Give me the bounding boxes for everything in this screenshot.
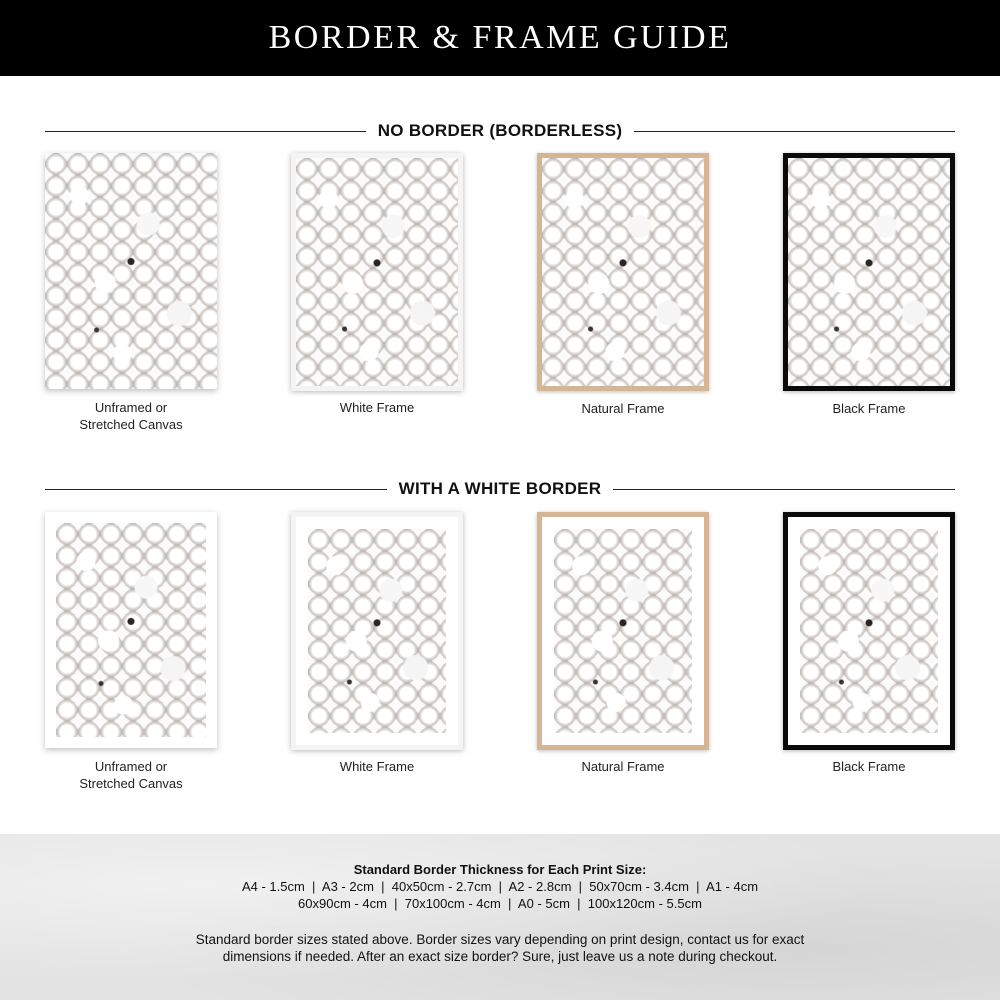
- section-label: WITH A WHITE BORDER: [398, 479, 602, 498]
- divider-line: [634, 131, 955, 132]
- caption-line: Unframed or: [94, 759, 168, 774]
- hydrangea-artwork: [542, 158, 704, 386]
- variant-caption: [291, 399, 463, 416]
- black-frame: [783, 153, 955, 391]
- divider-line: [45, 131, 366, 132]
- page-title: BORDER & FRAME GUIDE: [268, 19, 732, 56]
- caption-line: Unframed or: [94, 400, 168, 415]
- hydrangea-artwork: [308, 529, 446, 733]
- caption-line: Natural Frame: [581, 759, 665, 774]
- section-title-white-border: [45, 479, 955, 499]
- canvas-print: [45, 153, 217, 389]
- caption-line: White Frame: [339, 759, 415, 774]
- caption-line: Black Frame: [832, 759, 906, 774]
- variant-caption: [291, 758, 463, 775]
- variant-caption: [783, 400, 955, 417]
- caption-line: Natural Frame: [581, 401, 665, 416]
- hydrangea-artwork: [56, 523, 206, 737]
- sizes-line: 60x90cm - 4cm | 70x100cm - 4cm | A0 - 5cm | 100x120cm - 5.5cm: [298, 896, 702, 911]
- variant-caption: [537, 400, 709, 417]
- sizes-line: A4 - 1.5cm | A3 - 2cm | 40x50cm - 2.7cm | A2 - 2.8cm | 50x70cm - 3.4cm | A1 - 4cm: [241, 879, 759, 894]
- variant-caption: [45, 399, 217, 433]
- black-frame: [783, 512, 955, 750]
- hydrangea-artwork: [554, 529, 692, 733]
- hydrangea-artwork: [800, 529, 938, 733]
- sizes-title: Standard Border Thickness for Each Print Size:: [353, 862, 647, 877]
- white-frame: [291, 512, 463, 750]
- divider-line: [45, 489, 387, 490]
- variant-caption: [783, 758, 955, 775]
- sizes-note: Standard border sizes stated above. Border sizes vary depending on print design, contact us for exact: [195, 932, 805, 947]
- hydrangea-artwork: [296, 158, 458, 386]
- white-frame: [291, 153, 463, 391]
- caption-line: Stretched Canvas: [79, 776, 183, 791]
- caption-line: White Frame: [339, 400, 415, 415]
- border-size-info-panel: [0, 834, 1000, 1000]
- sizes-note: dimensions if needed. After an exact size border? Sure, just leave us a note during checkout.: [222, 949, 778, 964]
- canvas-print: [45, 512, 217, 748]
- section-title-borderless: [45, 121, 955, 141]
- caption-line: Black Frame: [832, 401, 906, 416]
- caption-line: Stretched Canvas: [79, 417, 183, 432]
- section-label: NO BORDER (BORDERLESS): [377, 121, 623, 140]
- hydrangea-artwork: [45, 153, 217, 389]
- variant-caption: [45, 758, 217, 792]
- header-bar: [0, 0, 1000, 76]
- natural-frame: [537, 153, 709, 391]
- hydrangea-artwork: [788, 158, 950, 386]
- variant-caption: [537, 758, 709, 775]
- natural-frame: [537, 512, 709, 750]
- divider-line: [613, 489, 955, 490]
